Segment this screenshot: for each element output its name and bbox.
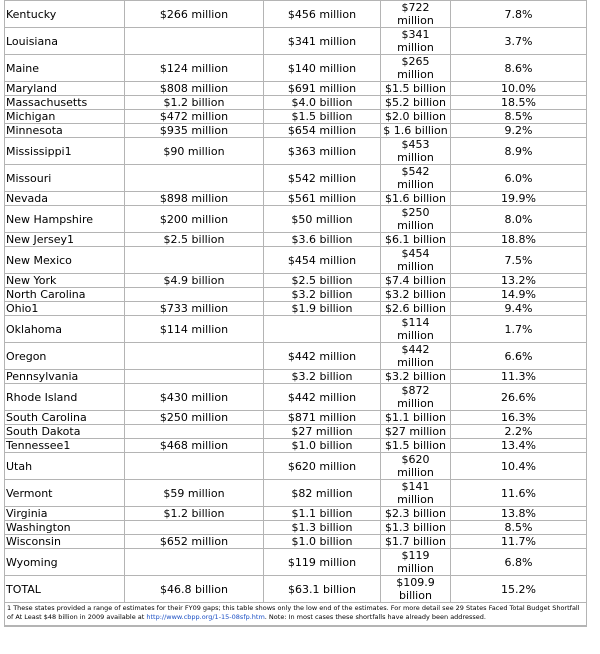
cell-c2: $472 million [125,110,264,124]
table-row [5,233,587,247]
cell-c3: $4.0 billion [264,96,381,110]
cell-c4: $454 million [381,247,451,274]
cell-c4: $1.5 billion [381,439,451,453]
cell-state: New Mexico [5,247,125,274]
table-row [5,288,587,302]
cell-state: South Dakota [5,425,125,439]
footnote-note: . Note: In most cases these shortfalls have already been addressed. [264,613,486,621]
cell-state: Nevada [5,192,125,206]
cell-c5: 8.5% [451,521,587,535]
table-row [5,316,587,343]
cell-c5: 15.2% [451,576,587,603]
cell-c2: $124 million [125,55,264,82]
cell-c3: $63.1 billion [264,576,381,603]
cell-state: Louisiana [5,28,125,55]
cell-c4: $6.1 billion [381,233,451,247]
cell-c3: $119 million [264,549,381,576]
cell-c5: 10.4% [451,453,587,480]
cell-c2: $430 million [125,384,264,411]
cell-c2: $2.5 billion [125,233,264,247]
cell-c3: $363 million [264,138,381,165]
cell-c5: 8.6% [451,55,587,82]
cell-c5: 18.8% [451,233,587,247]
cell-c2 [125,165,264,192]
cell-state: Maryland [5,82,125,96]
cell-c3: $1.0 billion [264,535,381,549]
cell-state: New Jersey1 [5,233,125,247]
cell-c4: $250 million [381,206,451,233]
footnote-text: 1 These states provided a range of estimates for their FY09 gaps; this table shows only the low end of the estimates. For more detail see 29 States Faced Total Budget Shortfall of At Least $48 billion in 2009 available at [7,604,580,621]
cell-c2: $266 million [125,1,264,28]
table-row [5,535,587,549]
cell-c4: $141 million [381,480,451,507]
cell-c4: $1.3 billion [381,521,451,535]
table-row [5,439,587,453]
table-row [5,549,587,576]
cell-c2: $250 million [125,411,264,425]
table-row [5,274,587,288]
cell-c5: 13.2% [451,274,587,288]
cell-state: North Carolina [5,288,125,302]
cell-c4: $3.2 billion [381,288,451,302]
table-row [5,507,587,521]
cell-c5: 6.0% [451,165,587,192]
cell-c2: $200 million [125,206,264,233]
cell-state: TOTAL [5,576,125,603]
cell-c2: $1.2 billion [125,507,264,521]
cell-c3: $1.0 billion [264,439,381,453]
cell-c3: $3.2 billion [264,370,381,384]
footnote [5,603,587,627]
cell-c3: $442 million [264,343,381,370]
cell-c3: $3.2 billion [264,288,381,302]
cell-c4: $442 million [381,343,451,370]
cell-c2: $90 million [125,138,264,165]
cell-c4: $453 million [381,138,451,165]
table-row [5,343,587,370]
cell-state: Massachusetts [5,96,125,110]
cell-c4: $1.1 billion [381,411,451,425]
cell-state: Missouri [5,165,125,192]
table-row [5,453,587,480]
cell-state: Tennessee1 [5,439,125,453]
cell-c3: $654 million [264,124,381,138]
cell-state: Oregon [5,343,125,370]
cell-c5: 6.8% [451,549,587,576]
cell-c2: $808 million [125,82,264,96]
table-row [5,206,587,233]
cell-c5: 14.9% [451,288,587,302]
cell-c5: 16.3% [451,411,587,425]
cell-c3: $1.5 billion [264,110,381,124]
cell-c4: $3.2 billion [381,370,451,384]
table-row [5,302,587,316]
table-row [5,55,587,82]
table-row [5,124,587,138]
cell-state: Ohio1 [5,302,125,316]
cell-c3 [264,316,381,343]
cell-c5: 13.4% [451,439,587,453]
cell-c3: $442 million [264,384,381,411]
cell-c5: 7.8% [451,1,587,28]
cell-c2 [125,370,264,384]
cell-c2: $652 million [125,535,264,549]
cell-c2: $114 million [125,316,264,343]
cell-c5: 8.5% [451,110,587,124]
cell-c2: $1.2 billion [125,96,264,110]
cell-c4: $1.6 billion [381,192,451,206]
cell-c4: $7.4 billion [381,274,451,288]
cell-c2: $898 million [125,192,264,206]
table-row [5,82,587,96]
table-row [5,370,587,384]
cell-c4: $2.6 billion [381,302,451,316]
cell-c4: $722 million [381,1,451,28]
cell-c2: $4.9 billion [125,274,264,288]
cell-c4: $5.2 billion [381,96,451,110]
cell-state: Mississippi1 [5,138,125,165]
cell-c2 [125,288,264,302]
table-row [5,576,587,603]
table-row [5,425,587,439]
cell-c5: 9.2% [451,124,587,138]
cell-c3: $2.5 billion [264,274,381,288]
cell-c4: $542 million [381,165,451,192]
cell-c2 [125,343,264,370]
cell-c2 [125,549,264,576]
cell-c3: $1.1 billion [264,507,381,521]
cell-c5: 9.4% [451,302,587,316]
cell-c4: $2.3 billion [381,507,451,521]
cell-c4: $2.0 billion [381,110,451,124]
cell-c5: 2.2% [451,425,587,439]
cell-c3: $341 million [264,28,381,55]
cell-c5: 26.6% [451,384,587,411]
cell-c3: $50 million [264,206,381,233]
cell-c3: $871 million [264,411,381,425]
cell-c2 [125,247,264,274]
cell-c5: 11.6% [451,480,587,507]
table-row [5,521,587,535]
cell-c5: 7.5% [451,247,587,274]
table-row [5,247,587,274]
cell-c2: $59 million [125,480,264,507]
cell-c2 [125,453,264,480]
cell-c3: $27 million [264,425,381,439]
cell-c5: 8.0% [451,206,587,233]
cell-c3: $542 million [264,165,381,192]
cell-c3: $456 million [264,1,381,28]
state-shortfall-table [4,0,587,627]
table-row [5,384,587,411]
table-row [5,480,587,507]
cell-c2 [125,425,264,439]
cell-c4: $265 million [381,55,451,82]
cell-c5: 11.3% [451,370,587,384]
table-row [5,411,587,425]
cell-c2: $468 million [125,439,264,453]
cell-c3: $454 million [264,247,381,274]
cell-c2: $733 million [125,302,264,316]
cell-c3: $3.6 billion [264,233,381,247]
cell-c3: $1.9 billion [264,302,381,316]
cell-state: Oklahoma [5,316,125,343]
table-row [5,192,587,206]
cell-c4: $109.9 billion [381,576,451,603]
cell-c4: $1.5 billion [381,82,451,96]
cell-state: New Hampshire [5,206,125,233]
cell-c5: 13.8% [451,507,587,521]
cell-c4: $620 million [381,453,451,480]
cell-c4: $1.7 billion [381,535,451,549]
cell-c5: 8.9% [451,138,587,165]
cell-state: Vermont [5,480,125,507]
cell-state: Pennsylvania [5,370,125,384]
table-row [5,1,587,28]
cell-c3: $82 million [264,480,381,507]
table-row [5,110,587,124]
cell-c2 [125,521,264,535]
table-row [5,28,587,55]
cell-c4: $114 million [381,316,451,343]
cell-c2: $935 million [125,124,264,138]
cell-c5: 19.9% [451,192,587,206]
cell-c4: $341 million [381,28,451,55]
cell-state: Minnesota [5,124,125,138]
cell-c5: 10.0% [451,82,587,96]
cell-state: Rhode Island [5,384,125,411]
cell-state: Maine [5,55,125,82]
cell-c5: 6.6% [451,343,587,370]
cell-c4: $ 1.6 billion [381,124,451,138]
cell-c3: $1.3 billion [264,521,381,535]
cell-state: Michigan [5,110,125,124]
cell-state: Virginia [5,507,125,521]
cell-state: Washington [5,521,125,535]
cell-c4: $872 million [381,384,451,411]
table-row [5,165,587,192]
table-row [5,138,587,165]
cell-c5: 1.7% [451,316,587,343]
cell-c5: 18.5% [451,96,587,110]
cell-c2 [125,28,264,55]
footnote-link[interactable]: http://www.cbpp.org/1-15-08sfp.htm [146,613,265,621]
cell-c3: $140 million [264,55,381,82]
cell-c5: 3.7% [451,28,587,55]
cell-c2: $46.8 billion [125,576,264,603]
cell-state: Kentucky [5,1,125,28]
cell-state: Wisconsin [5,535,125,549]
cell-state: Utah [5,453,125,480]
table-row [5,96,587,110]
cell-c4: $119 million [381,549,451,576]
cell-c4: $27 million [381,425,451,439]
cell-c3: $691 million [264,82,381,96]
cell-c5: 11.7% [451,535,587,549]
cell-c3: $561 million [264,192,381,206]
cell-c3: $620 million [264,453,381,480]
cell-state: Wyoming [5,549,125,576]
cell-state: New York [5,274,125,288]
cell-state: South Carolina [5,411,125,425]
